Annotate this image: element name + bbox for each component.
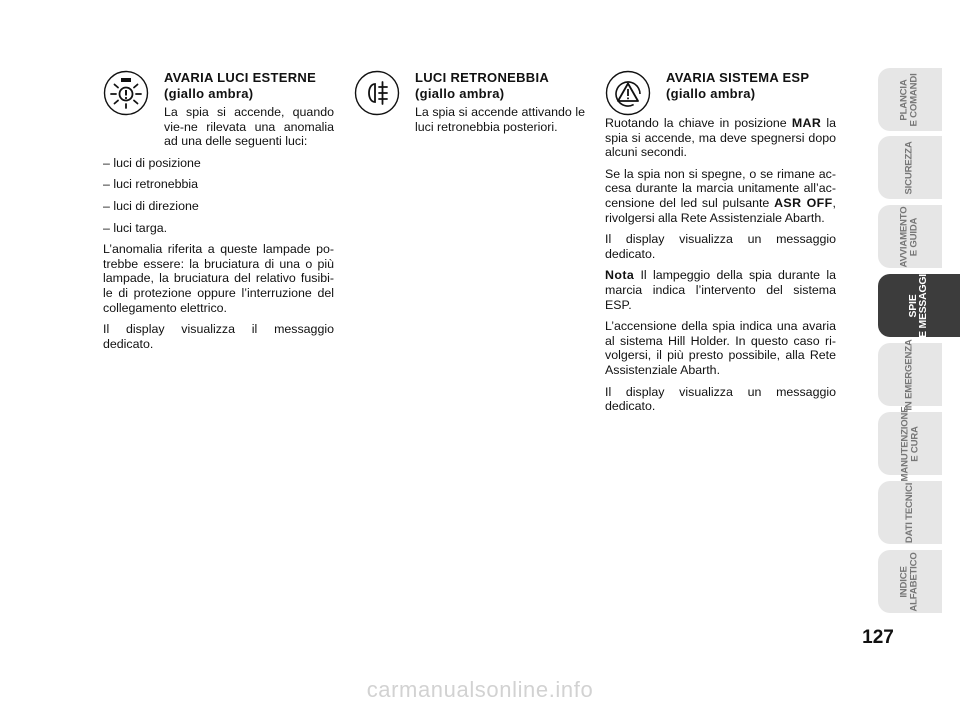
section-header bbox=[354, 70, 585, 116]
tab-avviamento-e-guida[interactable] bbox=[878, 205, 942, 268]
title-text: LUCI RETRONEBBIA bbox=[415, 70, 550, 85]
tab-label: AVVIAMENTO E GUIDA bbox=[898, 205, 920, 268]
tab-in-emergenza[interactable] bbox=[878, 338, 942, 411]
intro-text: La spia si accende, quando vie-ne rilevata una anomalia ad una delle seguenti luci: bbox=[164, 105, 334, 149]
keyword-mar: MAR bbox=[791, 116, 822, 130]
tab-label: INDICE ALFABETICO bbox=[898, 551, 920, 612]
body-paragraph bbox=[605, 116, 836, 160]
tab-dati-tecnici[interactable] bbox=[878, 481, 942, 544]
body-paragraph: Il display visualizza un messaggio dedicato. bbox=[605, 232, 836, 261]
tab-spie-e-messaggi[interactable] bbox=[878, 274, 960, 337]
tab-label: PLANCIA E COMANDI bbox=[898, 72, 920, 127]
text-run: la spia si accende, ma deve spegnersi dopo alcuni secondi. bbox=[605, 116, 837, 160]
section-header bbox=[103, 70, 334, 116]
section-esp-failure bbox=[605, 70, 836, 421]
list-item: – luci targa. bbox=[103, 220, 168, 235]
tab-label: MANUTENZIONE E CURA bbox=[899, 406, 921, 481]
text-run: Ruotando la chiave in posizione bbox=[605, 116, 792, 130]
text-run: , rivolgersi alla Rete Assistenziale Abarth. bbox=[605, 195, 836, 225]
section-header bbox=[605, 70, 836, 116]
title-text: AVARIA SISTEMA ESP bbox=[666, 70, 810, 85]
body-paragraph bbox=[605, 167, 836, 225]
watermark: carmanualsonline.info bbox=[366, 677, 594, 702]
tab-plancia-e-comandi[interactable] bbox=[878, 68, 942, 131]
list-item: – luci di direzione bbox=[103, 198, 199, 213]
tab-label: SICUREZZA bbox=[903, 140, 915, 195]
intro-text: La spia si accende attivando le luci retronebbia posteriori. bbox=[415, 105, 585, 134]
esp-warning-icon bbox=[605, 70, 651, 116]
tab-indice-alfabetico[interactable] bbox=[878, 550, 942, 613]
rear-fog-light-icon bbox=[354, 70, 400, 116]
body-paragraph: L’anomalia riferita a queste lampade po-trebbe essere: la bruciatura di una o più lampade, la bruciatura del relativo fusibi-le di protezione oppure l’interruzione del collegamento elettrico. bbox=[103, 242, 334, 315]
section-title bbox=[164, 70, 316, 101]
body-paragraph: Il display visualizza il messaggio dedicato. bbox=[103, 322, 334, 351]
section-title bbox=[415, 70, 549, 101]
tab-label: DATI TECNICI bbox=[904, 482, 915, 543]
note-paragraph bbox=[605, 268, 836, 312]
tab-label: IN EMERGENZA bbox=[904, 338, 915, 411]
list-item: – luci retronebbia bbox=[103, 177, 199, 192]
body-paragraph: Il display visualizza un messaggio dedicato. bbox=[605, 384, 836, 414]
section-rear-fog-lights bbox=[354, 70, 585, 141]
keyword-nota: Nota bbox=[605, 268, 635, 283]
subtitle-text: (giallo ambra) bbox=[415, 85, 505, 101]
section-exterior-lights-failure bbox=[103, 70, 334, 358]
text-run: Se la spia non si spegne, o se rimane ac-cesa durante la marcia unitamente all’ac-censione del led sul pulsante bbox=[605, 166, 836, 210]
section-title bbox=[666, 70, 809, 101]
body-paragraph: L’accensione della spia indica una avaria al sistema Hill Holder. In questo caso ri-volgersi, il più presto possibile, alla Rete Assistenziale Abarth. bbox=[605, 319, 836, 377]
keyword-asr-off: ASR OFF bbox=[774, 195, 833, 210]
tab-sicurezza[interactable] bbox=[878, 136, 942, 199]
tab-manutenzione-e-cura[interactable] bbox=[878, 406, 942, 481]
tab-label: SPIE E MESSAGGI bbox=[907, 273, 929, 338]
exterior-lights-failure-icon bbox=[103, 70, 149, 116]
text-run: Il lampeggio della spia durante la marcia indica l’intervento del sistema ESP. bbox=[605, 268, 836, 312]
page-number: 127 bbox=[862, 627, 894, 648]
subtitle-text: (giallo ambra) bbox=[666, 85, 756, 101]
list-item: – luci di posizione bbox=[103, 155, 201, 170]
title-text: AVARIA LUCI ESTERNE bbox=[164, 70, 317, 85]
subtitle-text: (giallo ambra) bbox=[164, 85, 254, 101]
